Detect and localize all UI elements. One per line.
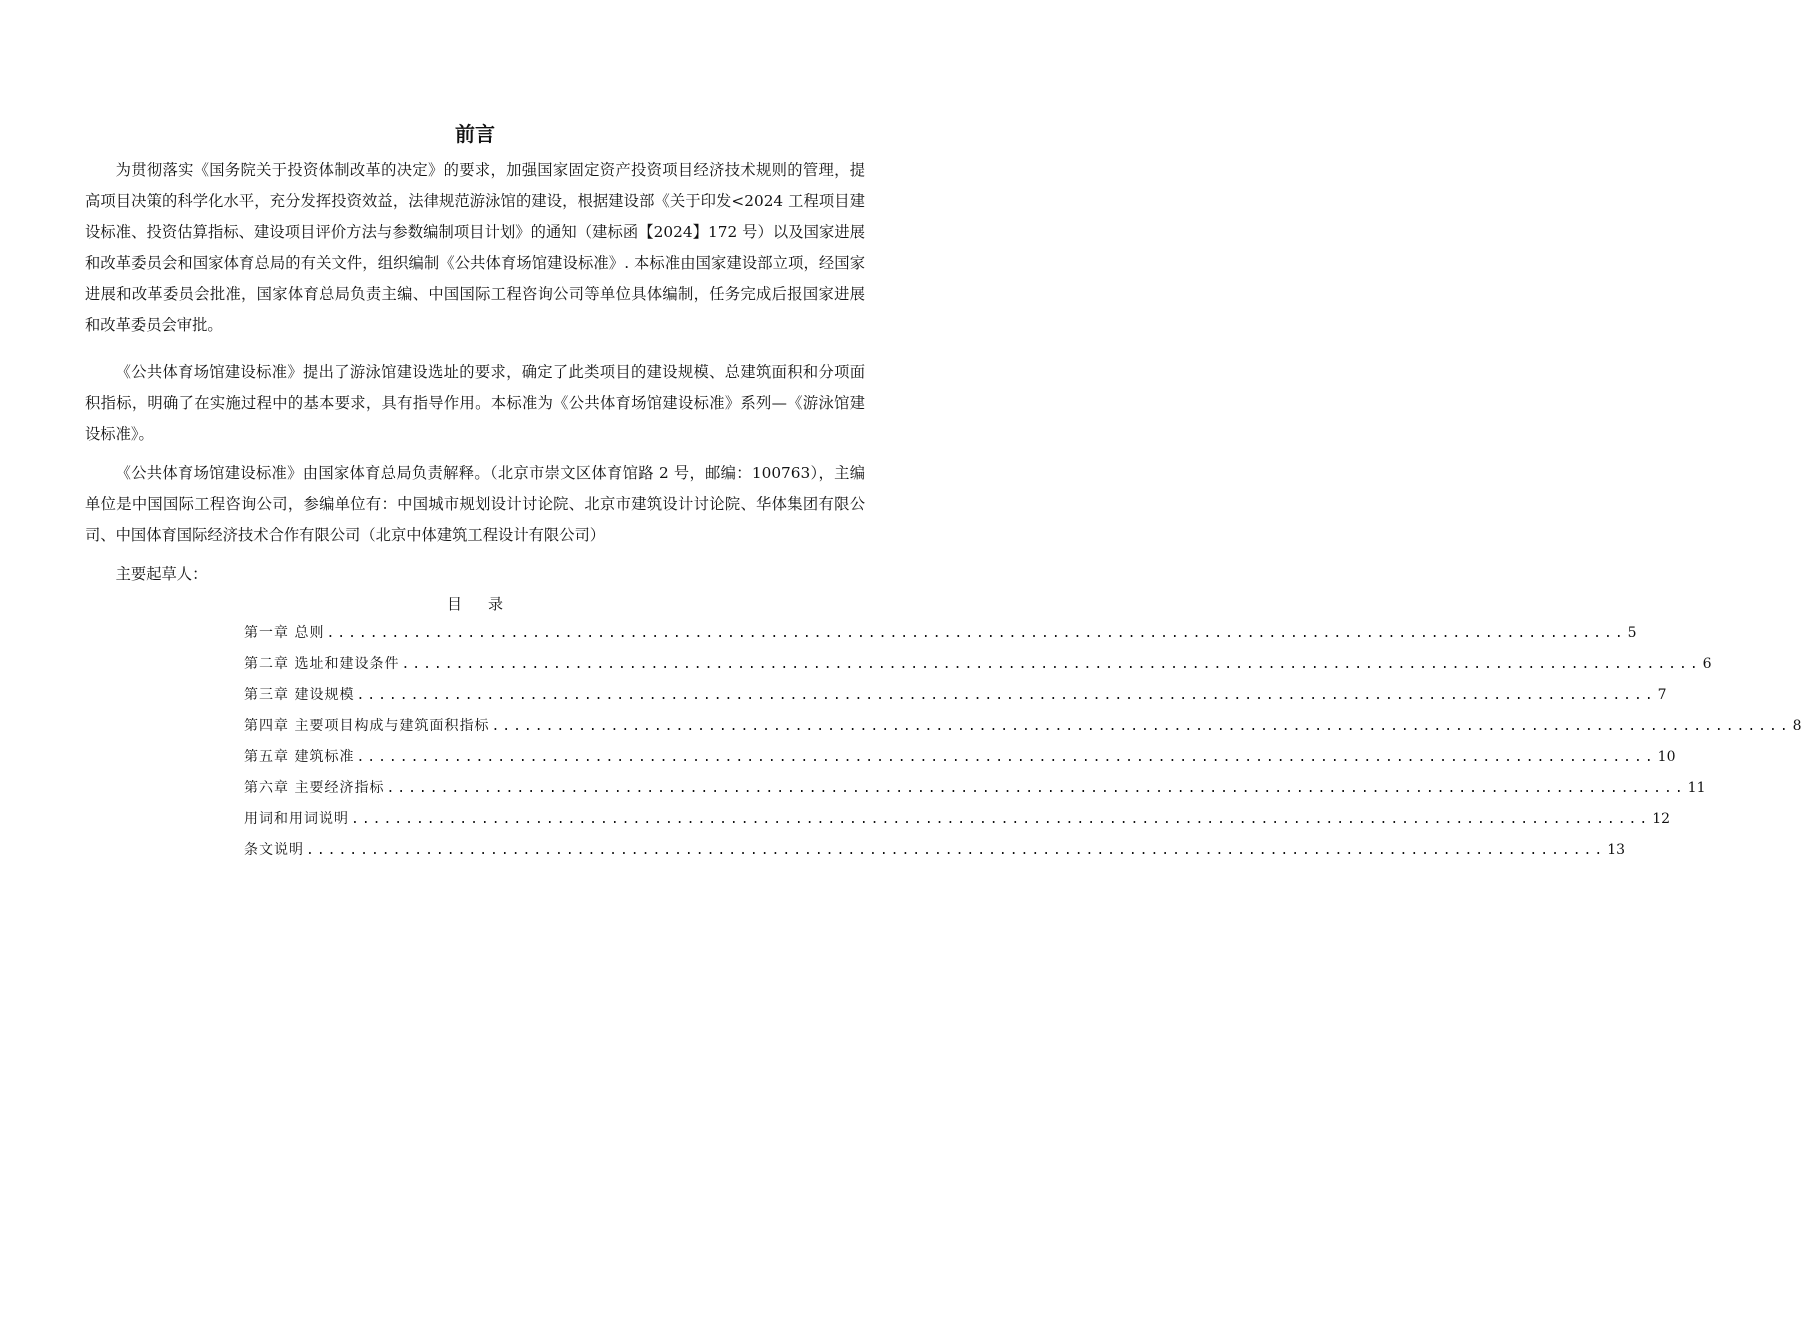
preface-paragraph-1: 为贯彻落实《国务院关于投资体制改革的决定》的要求，加强国家固定资产投资项目经济技术规则的管理，提高项目决策的科学化水平，充分发挥投资效益，法律规范游泳馆的建设，根据建设部《关于印发<2024 工程项目建设标准、投资估算指标、建设项目评价方法与参数编制项目计划》的通知（建标函【2024】172 号）以及国家进展和改革委员会和国家体育总局的有关文件，组织编制《公共体育场馆建设标准》. 本标准由国家建设部立项，经国家进展和改革委员会批准，国家体育总局负责主编、中国国际工程咨询公司等单位具体编制，任务完成后报国家进展和改革委员会审批。 bbox=[85, 161, 865, 334]
toc-leader-dots: ........................................................................................................................ bbox=[356, 750, 1656, 765]
toc-entry-label: 第一章 总则 bbox=[244, 625, 325, 641]
toc-entry-page: 11 bbox=[1687, 780, 1706, 796]
toc-leader-dots: ........................................................................................................................ bbox=[401, 657, 1701, 672]
toc-entry[interactable] bbox=[244, 804, 1671, 835]
toc-entry-page: 7 bbox=[1657, 687, 1667, 703]
toc-entry-label: 第五章 建筑标准 bbox=[244, 749, 355, 765]
toc-entry[interactable] bbox=[244, 711, 1802, 742]
preface-paragraph-2: 《公共体育场馆建设标准》提出了游泳馆建设选址的要求，确定了此类项目的建设规模、总建筑面积和分项面积指标，明确了在实施过程中的基本要求，具有指导作用。本标准为《公共体育场馆建设标准》系列—《游泳馆建设标准》。 bbox=[85, 363, 865, 443]
toc-entry-page: 6 bbox=[1702, 656, 1712, 672]
preface-paragraph-3: 《公共体育场馆建设标准》由国家体育总局负责解释。（北京市崇文区体育馆路 2 号，邮编：100763），主编单位是中国国际工程咨询公司，参编单位有：中国城市规划设计讨论院、北京市建筑设计讨论院、华体集团有限公司、中国体育国际经济技术合作有限公司（北京中体建筑工程设计有限公司） bbox=[85, 464, 865, 544]
toc-entry[interactable] bbox=[244, 649, 1712, 680]
toc-leader-dots: ........................................................................................................................ bbox=[306, 843, 1606, 858]
drafters-line: 主要起草人： bbox=[115, 565, 208, 583]
toc-entry-label: 第二章 选址和建设条件 bbox=[244, 656, 400, 672]
toc-entry[interactable] bbox=[244, 835, 1626, 866]
page-title: 前言 bbox=[455, 122, 495, 146]
toc-title: 目录 bbox=[446, 595, 529, 613]
toc-entry-label: 条文说明 bbox=[244, 842, 304, 858]
toc-leader-dots: ........................................................................................................................ bbox=[351, 812, 1651, 827]
toc-entry-page: 8 bbox=[1792, 718, 1802, 734]
toc-leader-dots: ........................................................................................................................ bbox=[326, 626, 1626, 641]
toc-entry[interactable] bbox=[244, 618, 1637, 649]
toc-entry[interactable] bbox=[244, 742, 1676, 773]
toc-leader-dots: ........................................................................................................................ bbox=[386, 781, 1686, 796]
toc-entry-page: 10 bbox=[1657, 749, 1676, 765]
toc-entry[interactable] bbox=[244, 773, 1706, 804]
toc-entry-label: 第六章 主要经济指标 bbox=[244, 780, 385, 796]
toc-entry-label: 用词和用词说明 bbox=[244, 811, 349, 827]
toc-entry-page: 5 bbox=[1627, 625, 1637, 641]
toc-entry-page: 12 bbox=[1652, 811, 1671, 827]
table-of-contents bbox=[244, 618, 1802, 866]
toc-entry-page: 13 bbox=[1607, 842, 1626, 858]
toc-entry-label: 第三章 建设规模 bbox=[244, 687, 355, 703]
toc-leader-dots: ........................................................................................................................ bbox=[491, 719, 1791, 734]
toc-entry-label: 第四章 主要项目构成与建筑面积指标 bbox=[244, 718, 490, 734]
toc-entry[interactable] bbox=[244, 680, 1667, 711]
toc-leader-dots: ........................................................................................................................ bbox=[356, 688, 1656, 703]
